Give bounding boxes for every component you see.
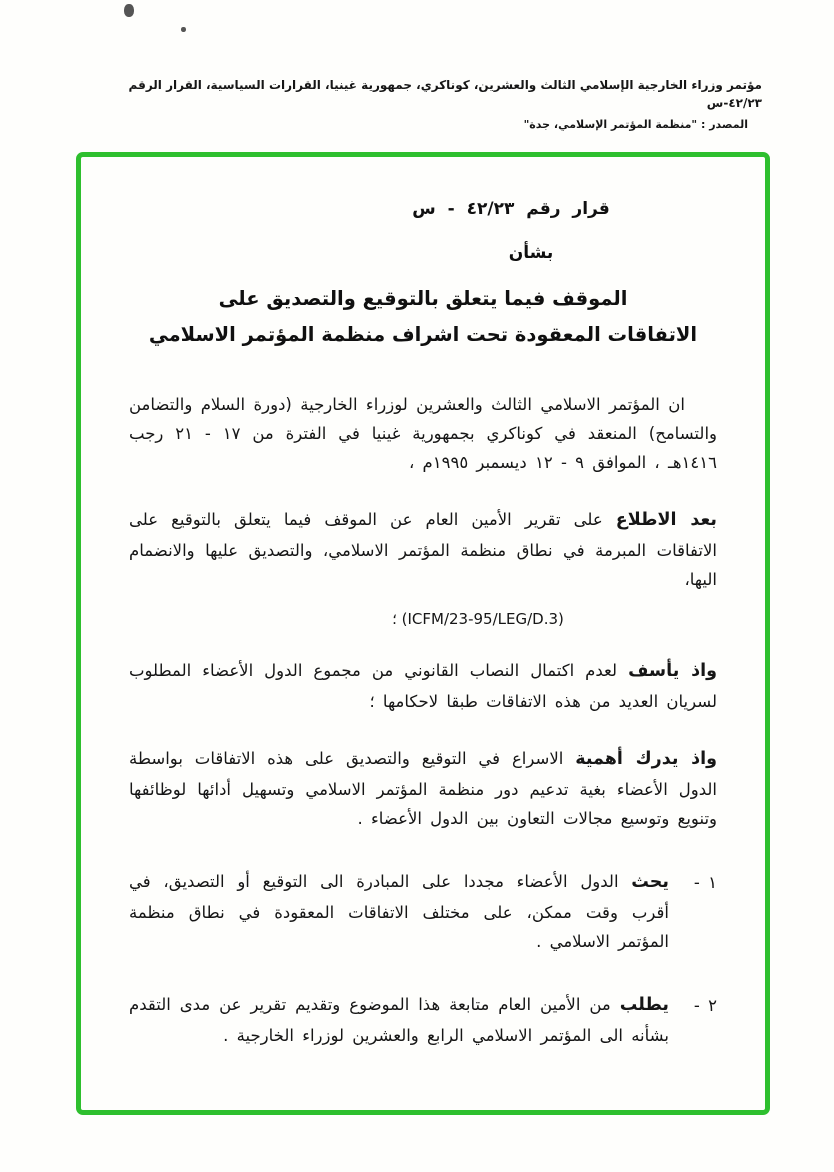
paragraph-text: ان المؤتمر الاسلامي الثالث والعشرين لوزراء الخارجية (دورة السلام والتضامن والتسامح) المنعقد في كوناكري بجمهورية غينيا في الفترة من ١٧ - ٢١ رجب ١٤١٦هـ ، الموافق ٩ - ١٢ ديسمبر ١٩٩٥م ،	[129, 395, 717, 473]
green-annotation-frame	[76, 152, 770, 1115]
clause-text: الاسراع في التوقيع والتصديق على هذه الاتفاقات بواسطة الدول الأعضاء بغية تدعيم دور منظمة المؤتمر الاسلامي وتسهيل أدائها لوظائفها وتنويع وتوسيع مجالات التعاون بين الدول الأعضاء .	[129, 749, 717, 829]
resolution-body	[81, 157, 765, 1110]
source-line: المصدر : "منظمة المؤتمر الإسلامي، جدة"	[523, 118, 748, 131]
clause-regretting	[129, 656, 717, 716]
resolution-title-line-2: الاتفاقات المعقودة تحت اشراف منظمة المؤتمر الاسلامي	[148, 323, 698, 346]
regarding-label: بشأن	[508, 243, 554, 263]
preamble-session-paragraph	[129, 390, 717, 477]
document-reference-code: (ICFM/23-95/LEG/D.3) ؛	[392, 610, 564, 629]
clause-text: على تقرير الأمين العام عن الموقف فيما يتعلق بالتوقيع على الاتفاقات المبرمة في نطاق منظمة المؤتمر الاسلامي، والتصديق عليها والانضمام اليها،	[129, 510, 717, 589]
clause-text: لعدم اكتمال النصاب القانوني من مجموع الدول الأعضاء المطلوب لسريان العديد من هذه الاتفاقات طبقا لاحكامها ؛	[129, 661, 717, 712]
operative-clause-2	[129, 990, 717, 1050]
clause-recognizing-importance	[129, 744, 717, 833]
clause-number: ٢ -	[693, 996, 717, 1015]
clause-number: ١ -	[693, 873, 717, 893]
clause-having-reviewed	[129, 505, 717, 594]
clause-body	[129, 867, 669, 956]
clause-lead: بعد الاطلاع	[615, 510, 717, 531]
resolution-title-line-1: الموقف فيما يتعلق بالتوقيع والتصديق على	[218, 287, 628, 310]
operative-clauses	[129, 867, 717, 1050]
clause-text: من الأمين العام متابعة هذا الموضوع وتقديم تقرير عن مدى التقدم بشأنه الى المؤتمر الاسلامي الرابع والعشرين لوزراء الخارجية .	[129, 995, 669, 1045]
scan-artifact	[124, 4, 134, 17]
clause-lead: واذ يدرك أهمية	[575, 749, 717, 770]
citation-line: مؤتمر وزراء الخارجية الإسلامي الثالث والعشرين، كوناكري، جمهورية غينيا، القرارات السياسية، القرار الرقم ٤٢/٢٣-س	[128, 78, 762, 110]
operative-clause-1	[129, 867, 717, 956]
scan-artifact	[181, 27, 186, 32]
clause-lead: واذ يأسف	[628, 661, 717, 682]
clause-text: الدول الأعضاء مجددا على المبادرة الى التوقيع أو التصديق، في أقرب وقت ممكن، على مختلف الاتفاقات المعقودة في نطاق منظمة المؤتمر الاسلامي .	[129, 872, 669, 951]
resolution-title-block	[129, 199, 717, 346]
citation-header	[86, 76, 762, 131]
clause-body	[129, 990, 669, 1050]
clause-verb: يحث	[631, 872, 669, 893]
resolution-number-heading: قرار رقم ٤٢/٢٣ - س	[412, 199, 610, 219]
clause-verb: يطلب	[619, 995, 670, 1015]
